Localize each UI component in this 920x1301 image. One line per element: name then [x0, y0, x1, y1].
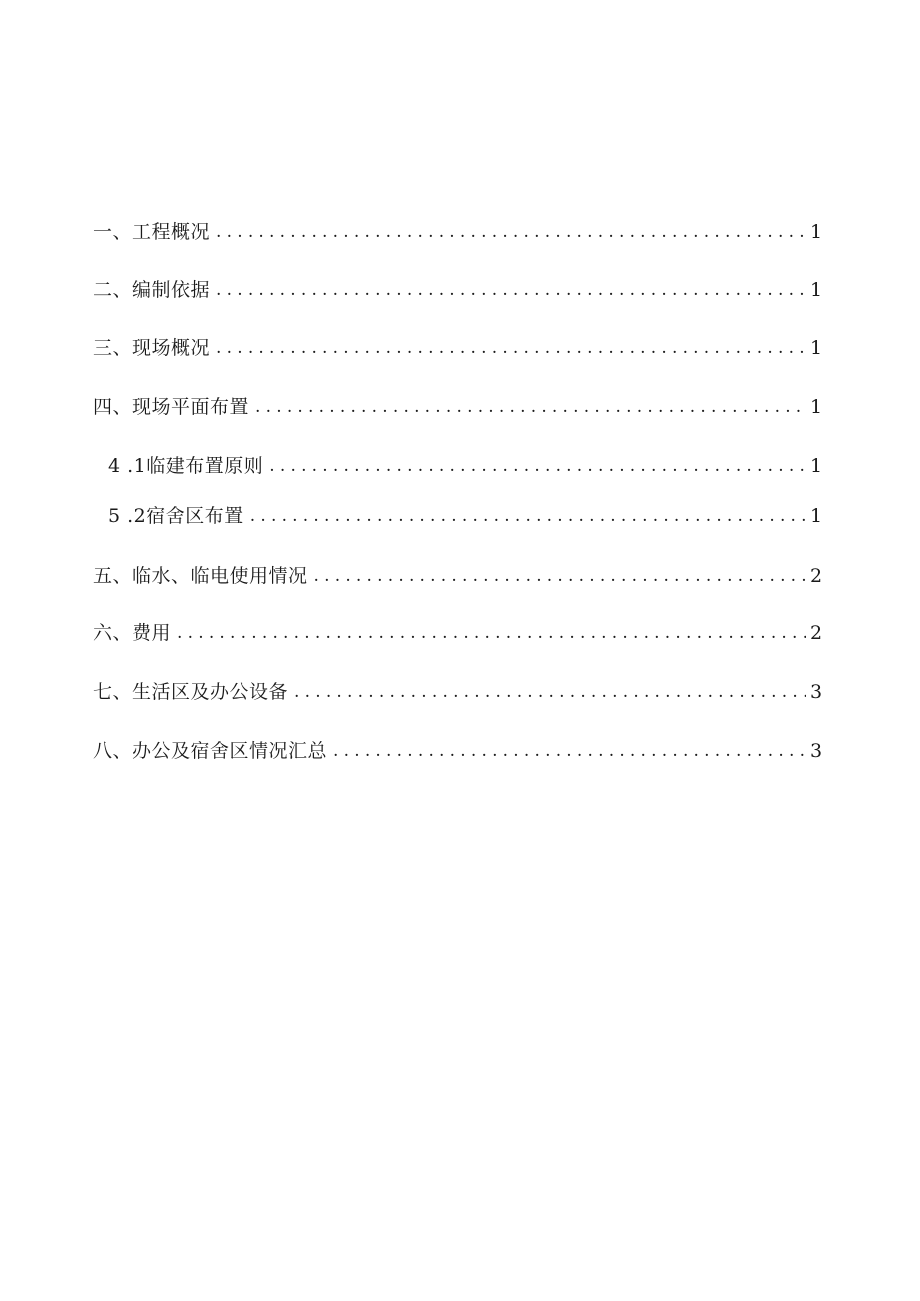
toc-entry-8[interactable] — [93, 737, 823, 765]
toc-entry-7[interactable] — [93, 678, 823, 706]
toc-entry-title: 七、生活区及办公设备 — [93, 681, 289, 703]
toc-entry-title: 八、办公及宿舍区情况汇总 — [93, 740, 328, 762]
toc-dot-leader — [216, 276, 806, 304]
toc-dot-leader — [216, 334, 806, 362]
toc-entry-5[interactable] — [93, 562, 823, 590]
toc-dot-leader — [314, 562, 806, 590]
toc-entry-title: 4 .1临建布置原则 — [108, 455, 264, 477]
toc-entry-page: 1 — [810, 396, 823, 418]
toc-entry-title: 六、费用 — [93, 622, 172, 644]
toc-dot-leader — [250, 502, 806, 530]
toc-dot-leader — [255, 393, 806, 421]
toc-entry-6[interactable] — [93, 619, 823, 647]
toc-entry-page: 3 — [810, 740, 823, 762]
toc-dot-leader — [333, 737, 806, 765]
toc-entry-title: 5 .2宿舍区布置 — [108, 505, 244, 527]
toc-entry-3[interactable] — [93, 334, 823, 362]
toc-entry-title: 二、编制依据 — [93, 279, 211, 301]
toc-entry-2[interactable] — [93, 276, 823, 304]
toc-entry-4[interactable] — [93, 393, 823, 421]
toc-entry-page: 1 — [810, 505, 823, 527]
toc-entry-4-1[interactable] — [108, 452, 823, 480]
toc-entry-page: 1 — [810, 279, 823, 301]
toc-dot-leader — [216, 218, 806, 246]
toc-entry-title: 三、现场概况 — [93, 337, 211, 359]
toc-entry-title: 五、临水、临电使用情况 — [93, 565, 308, 587]
toc-entry-page: 2 — [810, 622, 823, 644]
toc-dot-leader — [269, 452, 806, 480]
toc-dot-leader — [177, 619, 806, 647]
toc-entry-title: 一、工程概况 — [93, 221, 211, 243]
toc-entry-title: 四、现场平面布置 — [93, 396, 250, 418]
toc-entry-page: 1 — [810, 455, 823, 477]
toc-entry-4-2[interactable] — [108, 502, 823, 530]
toc-entry-page: 1 — [810, 337, 823, 359]
toc-entry-page: 3 — [810, 681, 823, 703]
toc-dot-leader — [294, 678, 806, 706]
toc-entry-page: 1 — [810, 221, 823, 243]
toc-entry-page: 2 — [810, 565, 823, 587]
toc-entry-1[interactable] — [93, 218, 823, 246]
